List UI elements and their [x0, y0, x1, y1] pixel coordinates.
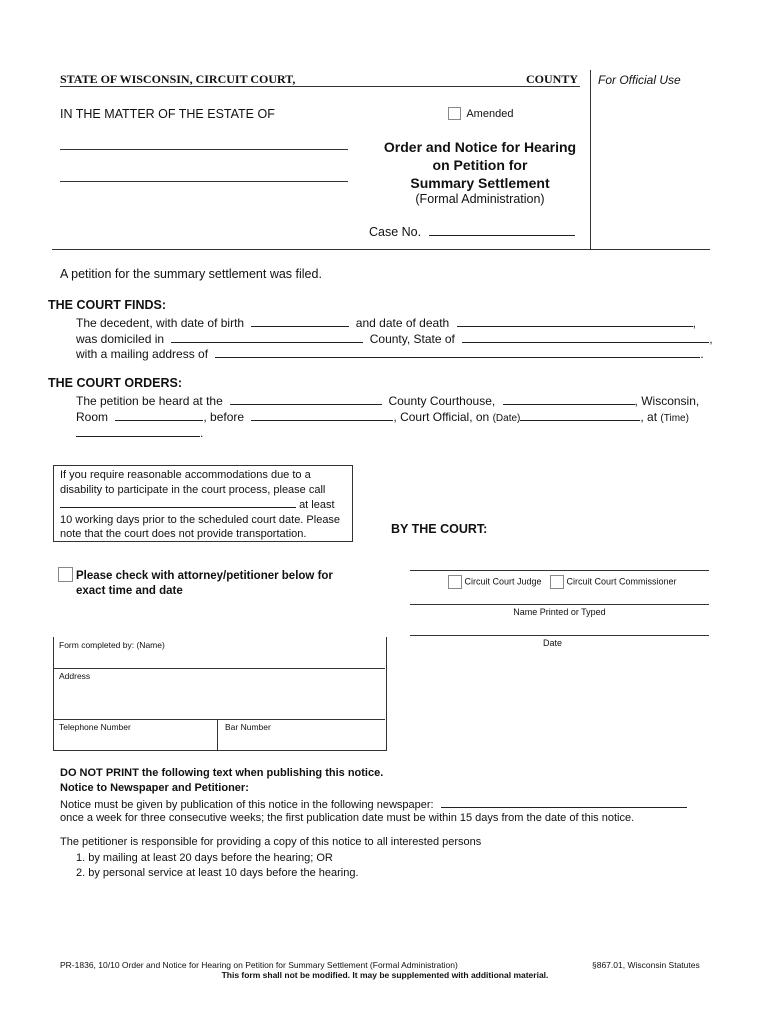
wisconsin-label: , Wisconsin, [634, 394, 700, 408]
check-attorney-group [58, 567, 73, 582]
address-row-divider [53, 719, 385, 720]
title-line-1: Order and Notice for Hearing [383, 139, 577, 155]
courthouse-county-line[interactable] [230, 392, 382, 405]
heard-at-label: The petition be heard at the [76, 394, 223, 408]
county-label: COUNTY [526, 72, 579, 86]
death-date-line[interactable] [457, 314, 693, 327]
do-not-print-notice: DO NOT PRINT the following text when publishing this notice. [60, 767, 384, 779]
case-number-line[interactable] [429, 223, 575, 236]
title-line-3: Summary Settlement [410, 175, 550, 191]
commissioner-label: Circuit Court Commissioner [566, 576, 677, 587]
room-line[interactable] [115, 408, 203, 421]
accommodations-line-5: note that the court does not provide transportation. [60, 528, 307, 540]
commissioner-option [550, 575, 677, 589]
accommodations-line-4: 10 working days prior to the scheduled court date. Please [60, 513, 341, 526]
accommodations-phone-line[interactable] [60, 497, 296, 508]
date-line[interactable] [410, 635, 709, 636]
title-line-2: on Petition for [432, 157, 528, 173]
orders-line-3: . [76, 424, 203, 440]
footer-form-id: PR-1836, 10/10 Order and Notice for Hearing on Petition for Summary Settlement (Formal Administration) [60, 960, 458, 970]
notice-line-1 [60, 797, 687, 811]
hearing-time-line[interactable] [76, 424, 200, 437]
notice-line-2: once a week for three consecutive weeks; the first publication date must be within 15 days from the date of this notice. [60, 812, 635, 824]
amended-label: Amended [466, 108, 514, 120]
finds-death-label: and date of death [355, 316, 450, 330]
state-court-label: STATE OF WISCONSIN, CIRCUIT COURT, [60, 72, 296, 86]
document-title [370, 138, 590, 192]
phone-bar-divider [217, 719, 218, 750]
accommodations-line-2: disability to participate in the court process, please call [60, 483, 326, 496]
date-label: Date [542, 638, 562, 648]
room-label: Room [76, 410, 109, 424]
name-row-divider [53, 668, 385, 669]
judge-label: Circuit Court Judge [464, 576, 542, 587]
case-number-label: Case No. [369, 225, 422, 239]
finds-line-2: was domiciled in County, State of , [76, 332, 713, 346]
petition-filed-text: A petition for the summary settlement was filed. [60, 267, 322, 281]
mailing-address-label: with a mailing address of [76, 347, 209, 361]
check-attorney-line-2: exact time and date [76, 585, 183, 597]
check-attorney-line-1: Please check with attorney/petitioner below for [76, 570, 333, 582]
finds-line-3: with a mailing address of . [76, 347, 704, 361]
at-least-label: at least [299, 499, 335, 511]
accommodations-line-1: If you require reasonable accommodations due to a [60, 469, 311, 481]
judge-option [448, 575, 542, 589]
mailing-address-line[interactable] [215, 345, 700, 358]
decedent-name-line-2[interactable] [60, 181, 348, 182]
courthouse-label: County Courthouse, [388, 394, 496, 408]
judge-checkbox[interactable] [448, 575, 462, 589]
date-hint: (Date) [492, 413, 521, 424]
time-hint: (Time) [660, 413, 689, 424]
finds-birth-label: The decedent, with date of birth [76, 316, 245, 330]
by-the-court-label: BY THE COURT: [391, 522, 488, 536]
name-printed-label: Name Printed or Typed [513, 607, 606, 617]
commissioner-checkbox[interactable] [550, 575, 564, 589]
courthouse-city-line[interactable] [503, 392, 635, 405]
at-label: , at [640, 410, 658, 424]
notice-heading: Notice to Newspaper and Petitioner: [60, 782, 249, 794]
footer-statute: §867.01, Wisconsin Statutes [592, 960, 700, 970]
court-orders-heading: THE COURT ORDERS: [48, 376, 183, 390]
state-line[interactable] [462, 330, 709, 343]
newspaper-label: Notice must be given by publication of this notice in the following newspaper: [60, 799, 434, 811]
amended-checkbox[interactable] [448, 107, 461, 120]
domicile-county-line[interactable] [171, 330, 363, 343]
before-label: , before [203, 410, 245, 424]
orders-line-1 [76, 392, 699, 408]
notice-item-2: 2. by personal service at least 10 days before the hearing. [76, 867, 359, 879]
accommodations-box [53, 465, 353, 542]
signature-line[interactable] [410, 570, 709, 571]
name-printed-line[interactable] [410, 604, 709, 605]
birth-date-line[interactable] [251, 314, 349, 327]
bar-number-label: Bar Number [225, 722, 271, 732]
hearing-date-line[interactable] [520, 408, 640, 421]
decedent-name-line-1[interactable] [60, 149, 348, 150]
domiciled-label: was domiciled in [76, 332, 165, 346]
completed-by-name-label: Form completed by: (Name) [59, 640, 165, 650]
orders-line-2 [76, 408, 689, 424]
notice-line-3: The petitioner is responsible for providing a copy of this notice to all interested persons [60, 836, 482, 848]
completed-by-box [53, 637, 387, 751]
county-state-label: County, State of [369, 332, 455, 346]
official-use-divider [590, 70, 591, 250]
amended-checkbox-group [448, 106, 513, 120]
court-official-line[interactable] [251, 408, 393, 421]
footer-no-modify: This form shall not be modified. It may be supplemented with additional material. [221, 970, 549, 980]
telephone-label: Telephone Number [59, 722, 131, 732]
document-subtitle: (Formal Administration) [415, 192, 545, 206]
finds-line-1: The decedent, with date of birth and date of death , [76, 316, 696, 330]
court-finds-heading: THE COURT FINDS: [48, 298, 167, 312]
case-number-field [369, 223, 575, 239]
estate-label: IN THE MATTER OF THE ESTATE OF [60, 107, 275, 121]
official-use-label: For Official Use [598, 73, 681, 87]
notice-item-1: 1. by mailing at least 20 days before the hearing; OR [76, 852, 333, 864]
accommodations-line-3 [60, 497, 352, 513]
newspaper-line[interactable] [441, 797, 687, 808]
check-attorney-text [76, 569, 333, 599]
check-attorney-checkbox[interactable] [58, 567, 73, 582]
address-label: Address [59, 671, 91, 681]
header-underline [60, 86, 580, 87]
header-separator [52, 249, 710, 250]
court-official-label: , Court Official, on [393, 410, 490, 424]
